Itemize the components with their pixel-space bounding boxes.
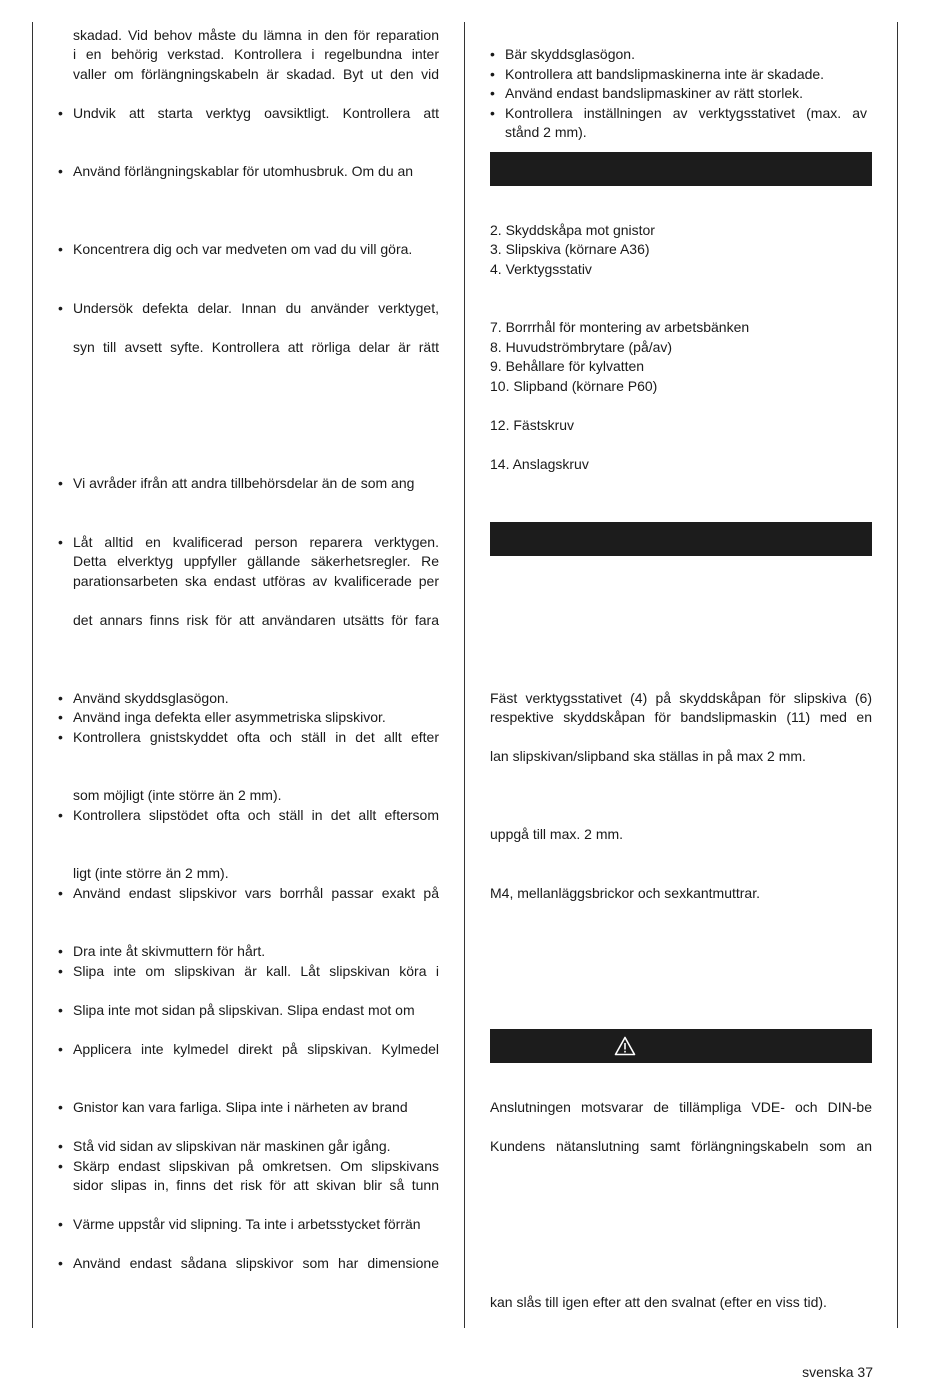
bullet: •: [58, 690, 63, 706]
text-line: Kontrollera inställningen av verktygsstativet (max. av: [505, 105, 867, 121]
bullet: •: [58, 963, 63, 979]
bullet: •: [58, 1099, 63, 1115]
bullet: •: [58, 943, 63, 959]
bullet: •: [58, 475, 63, 491]
bullet: •: [490, 46, 495, 62]
warning-triangle-icon: [614, 1036, 636, 1056]
text-line: valler om förlängningskabeln är skadad. Byt ut den vid: [73, 66, 439, 82]
bullet: •: [58, 729, 63, 745]
parts-list-item: 14. Anslagskruv: [490, 456, 589, 472]
bullet: •: [58, 534, 63, 550]
text-line: Gnistor kan vara farliga. Slipa inte i närheten av brand: [73, 1099, 408, 1115]
text-line: Fäst verktygsstativet (4) på skyddskåpan för slipskiva (6): [490, 690, 872, 706]
left-column-border: [32, 22, 33, 1328]
parts-list-item: 2. Skyddskåpa mot gnistor: [490, 222, 655, 238]
text-line: Använd endast sådana slipskivor som har dimensione: [73, 1255, 439, 1271]
text-line: Kontrollera att bandslipmaskinerna inte är skadade.: [505, 66, 825, 82]
text-line: Undersök defekta delar. Innan du använder verktyget,: [73, 300, 439, 316]
text-line: sidor slipas in, finns det risk för att skivan blir så tunn: [73, 1177, 439, 1193]
text-line: Koncentrera dig och var medveten om vad du vill göra.: [73, 241, 413, 257]
text-line: Vi avråder ifrån att andra tillbehörsdelar än de som ang: [73, 475, 415, 491]
text-line: Låt alltid en kvalificerad person reparera verktygen.: [73, 534, 439, 550]
text-line: kan slås till igen efter att den svalnat (efter en viss tid).: [490, 1294, 827, 1310]
text-line: Använd skyddsglasögon.: [73, 690, 229, 706]
text-line: Slipa inte mot sidan på slipskivan. Slipa endast mot om: [73, 1002, 415, 1018]
text-line: skadad. Vid behov måste du lämna in den för reparation: [73, 27, 439, 43]
text-line: M4, mellanläggsbrickor och sexkantmuttrar.: [490, 885, 760, 901]
text-line: Använd inga defekta eller asymmetriska slipskivor.: [73, 709, 386, 725]
text-line: Skärp endast slipskivan på omkretsen. Om slipskivans: [73, 1158, 439, 1174]
text-line: Använd endast slipskivor vars borrhål passar exakt på: [73, 885, 439, 901]
page-footer: svenska 37: [802, 1364, 873, 1380]
text-line: Kontrollera gnistskyddet ofta och ställ in det allt efter: [73, 729, 439, 745]
text-line: Värme uppstår vid slipning. Ta inte i arbetsstycket förrän: [73, 1216, 421, 1232]
text-line: Använd endast bandslipmaskiner av rätt storlek.: [505, 85, 804, 101]
bullet: •: [58, 885, 63, 901]
text-line: Kontrollera slipstödet ofta och ställ in det allt eftersom: [73, 807, 439, 823]
text-line: Stå vid sidan av slipskivan när maskinen går igång.: [73, 1138, 391, 1154]
text-line: syn till avsett syfte. Kontrollera att rörliga delar är rätt: [73, 339, 439, 355]
right-column-border: [897, 22, 898, 1328]
text-line: Undvik att starta verktyg oavsiktligt. Kontrollera att: [73, 105, 439, 121]
text-line: som möjligt (inte större än 2 mm).: [73, 787, 282, 803]
bullet: •: [58, 1216, 63, 1232]
parts-list-item: 8. Huvudströmbrytare (på/av): [490, 339, 673, 355]
text-line: parationsarbeten ska endast utföras av kvalificerade per: [73, 573, 439, 589]
text-line: Dra inte åt skivmuttern för hårt.: [73, 943, 266, 959]
warning-header-bar: [490, 1029, 872, 1063]
bullet: •: [58, 241, 63, 257]
bullet: •: [58, 1138, 63, 1154]
text-line: stånd 2 mm).: [505, 124, 587, 140]
parts-list-item: 7. Borrrhål för montering av arbetsbänken: [490, 319, 750, 335]
bullet: •: [490, 85, 495, 101]
text-line: respektive skyddskåpan för bandslipmaskin (11) med en: [490, 709, 872, 725]
bullet: •: [58, 300, 63, 316]
parts-list-item: 10. Slipband (körnare P60): [490, 378, 658, 394]
section-header-bar: [490, 152, 872, 186]
text-line: Detta elverktyg uppfyller gällande säkerhetsregler. Re: [73, 553, 439, 569]
text-line: Anslutningen motsvarar de tillämpliga VDE- och DIN-be: [490, 1099, 872, 1115]
bullet: •: [58, 1255, 63, 1271]
parts-list-item: 3. Slipskiva (körnare A36): [490, 241, 650, 257]
text-line: det annars finns risk för att användaren utsätts för fara: [73, 612, 439, 628]
text-line: lan slipskivan/slipband ska ställas in på max 2 mm.: [490, 748, 806, 764]
bullet: •: [58, 1158, 63, 1174]
text-line: i en behörig verkstad. Kontrollera i regelbundna inter: [73, 46, 439, 62]
bullet: •: [58, 1002, 63, 1018]
text-line: Applicera inte kylmedel direkt på slipskivan. Kylmedel: [73, 1041, 439, 1057]
parts-list-item: 9. Behållare för kylvatten: [490, 358, 645, 374]
bullet: •: [58, 105, 63, 121]
text-line: Kundens nätanslutning samt förlängningskabeln som an: [490, 1138, 872, 1154]
parts-list-item: 4. Verktygsstativ: [490, 261, 592, 277]
section-header-bar: [490, 522, 872, 556]
parts-list-item: 12. Fästskruv: [490, 417, 575, 433]
text-line: Använd förlängningskablar för utomhusbruk. Om du an: [73, 163, 414, 179]
text-line: uppgå till max. 2 mm.: [490, 826, 624, 842]
bullet: •: [490, 105, 495, 121]
bullet: •: [58, 807, 63, 823]
bullet: •: [58, 163, 63, 179]
bullet: •: [58, 1041, 63, 1057]
center-column-divider: [464, 22, 465, 1328]
text-line: ligt (inte större än 2 mm).: [73, 865, 229, 881]
text-line: Bär skyddsglasögon.: [505, 46, 635, 62]
bullet: •: [490, 66, 495, 82]
bullet: •: [58, 709, 63, 725]
text-line: Slipa inte om slipskivan är kall. Låt slipskivan köra i: [73, 963, 439, 979]
